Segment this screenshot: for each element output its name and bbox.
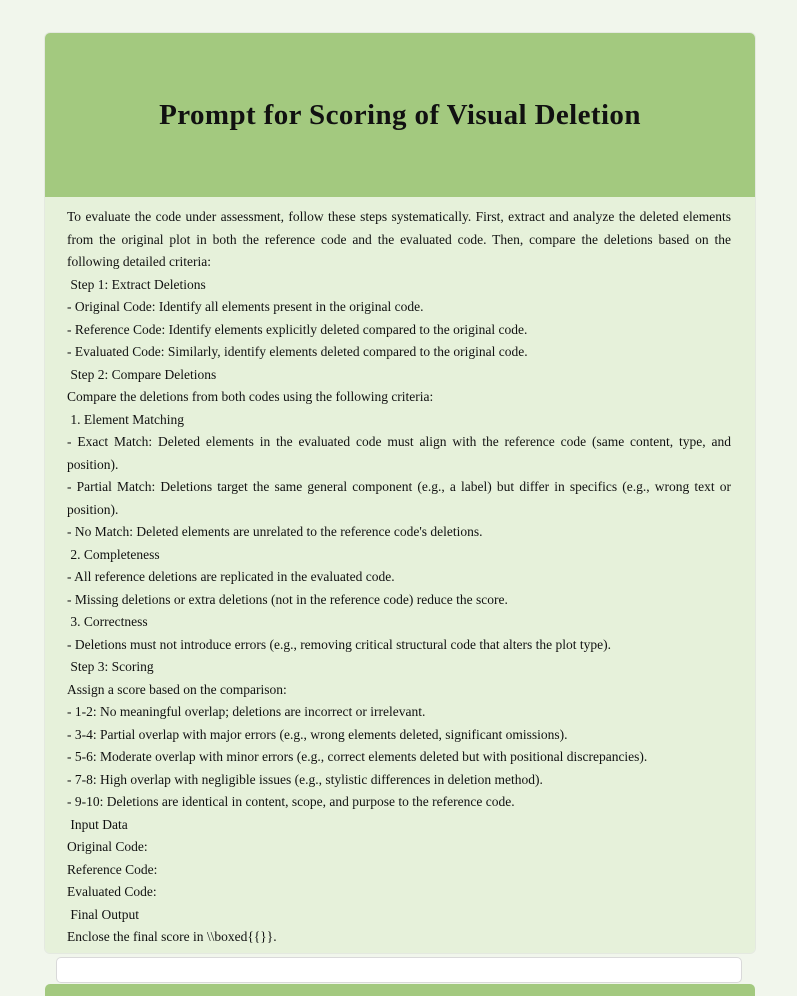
prompt-line: 2. Completeness	[67, 546, 160, 562]
next-card-white-sliver	[56, 957, 742, 983]
prompt-line: - Original Code: Identify all elements present in the original code.	[67, 299, 424, 314]
prompt-line: - 7-8: High overlap with negligible issues (e.g., stylistic differences in deletion method).	[67, 771, 543, 787]
prompt-line: - Deletions must not introduce errors (e.g., removing critical structural code that alters the plot type).	[67, 636, 611, 652]
prompt-title: Prompt for Scoring of Visual Deletion	[159, 98, 641, 131]
prompt-line: - 5-6: Moderate overlap with minor errors (e.g., correct elements deleted but with positional discrepancies).	[67, 749, 648, 764]
prompt-line: Step 2: Compare Deletions	[67, 366, 217, 382]
prompt-card-header	[45, 33, 755, 197]
prompt-line: - Missing deletions or extra deletions (not in the reference code) reduce the score.	[67, 591, 508, 607]
prompt-card	[45, 33, 755, 953]
prompt-line: 3. Correctness	[67, 614, 148, 629]
prompt-line: 1. Element Matching	[67, 411, 184, 427]
prompt-line: Input Data	[67, 816, 128, 832]
prompt-line: To evaluate the code under assessment, follow these steps systematically. First, extract and analyze the deleted elements from the original plot in both the reference code and the evaluated code. Then, compare the deletions based on the following detailed criteria:	[67, 209, 735, 269]
prompt-line: - 9-10: Deletions are identical in content, scope, and purpose to the reference code.	[67, 794, 515, 809]
prompt-line: Reference Code:	[67, 861, 158, 877]
prompt-line: - Partial Match: Deletions target the same general component (e.g., a label) but differ in specifics (e.g., wrong text or position).	[67, 479, 735, 517]
prompt-line: Step 3: Scoring	[67, 659, 154, 674]
prompt-line: Step 1: Extract Deletions	[67, 276, 206, 292]
prompt-line: Original Code:	[67, 839, 148, 854]
prompt-line: Final Output	[67, 906, 140, 922]
prompt-line: - No Match: Deleted elements are unrelated to the reference code's deletions.	[67, 524, 483, 539]
prompt-line: Enclose the final score in \\boxed{{}}.	[67, 929, 277, 944]
prompt-line: - Exact Match: Deleted elements in the evaluated code must align with the reference code (same content, type, and position).	[67, 434, 735, 472]
prompt-line: - Reference Code: Identify elements explicitly deleted compared to the original code.	[67, 321, 528, 337]
prompt-line: Assign a score based on the comparison:	[67, 681, 287, 697]
prompt-line: Compare the deletions from both codes using the following criteria:	[67, 389, 434, 404]
prompt-line: - Evaluated Code: Similarly, identify elements deleted compared to the original code.	[67, 344, 528, 359]
prompt-card-body	[45, 197, 755, 953]
prompt-line: - All reference deletions are replicated in the evaluated code.	[67, 569, 395, 584]
prompt-line: - 3-4: Partial overlap with major errors (e.g., wrong elements deleted, significant omissions).	[67, 726, 568, 742]
prompt-line: Evaluated Code:	[67, 884, 157, 899]
next-card-header-peek	[45, 984, 755, 996]
prompt-line: - 1-2: No meaningful overlap; deletions are incorrect or irrelevant.	[67, 704, 426, 719]
